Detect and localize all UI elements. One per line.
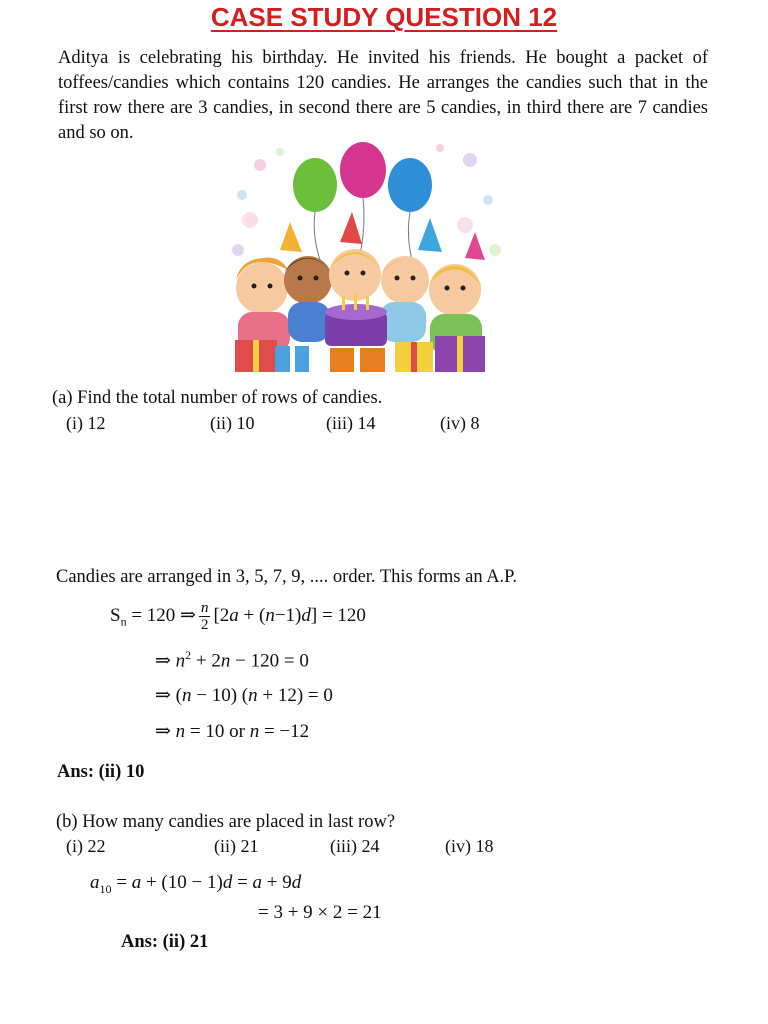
option-b-3: (iii) 24 [330, 836, 380, 856]
question-b: (b) How many candies are placed in last row? [56, 812, 396, 832]
page-title: CASE STUDY QUESTION 12 [210, 2, 558, 32]
option-b-2: (ii) 21 [214, 836, 259, 856]
question-a: (a) Find the total number of rows of candies. [52, 388, 383, 408]
birthday-party-illustration [220, 140, 510, 380]
equation-tenth-term: $a_{10} = a + (10 - 1)d = a + 9d$ [90, 872, 302, 896]
equation-roots: ⇒ n = 10 or n = −12 [155, 721, 310, 742]
option-a-2: (ii) 10 [210, 413, 255, 433]
intro-paragraph: Aditya is celebrating his birthday. He invited his friends. He bought a packet of toffees/candies which contains 120 candies. He arranges the candies such that in the first row there are 3 candies, in second there are 5 candies, in third there are 7 candies and so on. [58, 48, 708, 143]
equation-tenth-term-value: = 3 + 9 × 2 = 21 [258, 902, 382, 923]
equation-factorised: ⇒ (n − 10) (n + 12) = 0 [155, 685, 333, 706]
option-b-4: (iv) 18 [445, 836, 494, 856]
answer-b: Ans: (ii) 21 [121, 932, 209, 952]
solution-intro: Candies are arranged in 3, 5, 7, 9, .... order. This forms an A.P. [56, 567, 518, 587]
option-a-3: (iii) 14 [326, 413, 376, 433]
option-a-1: (i) 12 [66, 413, 106, 433]
answer-a: Ans: (ii) 10 [57, 762, 145, 782]
option-b-1: (i) 22 [66, 836, 106, 856]
option-a-4: (iv) 8 [440, 413, 480, 433]
green-balloon [293, 158, 337, 260]
equation-quadratic: ⇒ $n^2 + 2n - 120 = 0$ [155, 648, 309, 672]
birthday-cake [325, 294, 387, 346]
equation-sum-formula: $S_n = 120$ ⇒ $\frac{n}{2}$ [2a + (n−1)d] = 120 [110, 600, 366, 633]
